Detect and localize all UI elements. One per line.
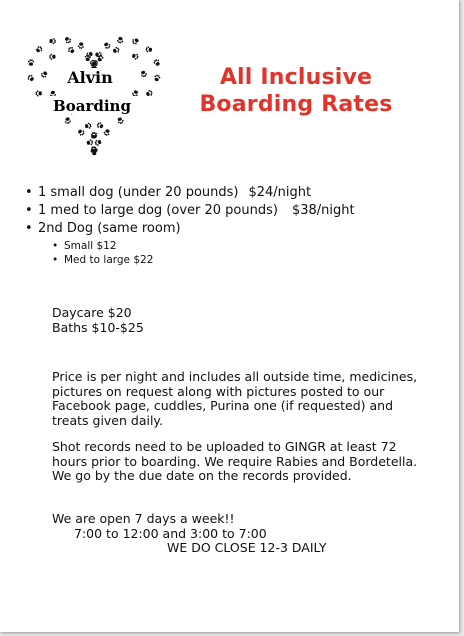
title-line1: All Inclusive: [219, 65, 373, 90]
extra-daycare: Daycare $20: [52, 305, 132, 320]
alvin-boarding-logo: [24, 28, 164, 160]
rate-item-large-dog: • 1 med to large dog (over 20 pounds) $38/night: [22, 202, 442, 220]
logo-name-line2: Boarding: [53, 97, 131, 115]
paw-print-icon: [116, 116, 124, 124]
paw-print-icon: [153, 74, 161, 82]
paw-print-icon: [49, 54, 56, 60]
paw-print-icon: [85, 50, 94, 59]
sub-rate-large: • Med to large $22: [52, 253, 442, 267]
rate-item-small-dog: • 1 small dog (under 20 pounds) $24/night: [22, 184, 442, 202]
paw-print-icon: [64, 117, 71, 124]
paw-print-icon: [140, 70, 148, 78]
hours-times: 7:00 to 12:00 and 3:00 to 7:00: [74, 525, 267, 541]
paw-print-icon: [153, 58, 162, 67]
paw-print-icon: [49, 38, 56, 45]
paw-print-icon: [35, 90, 42, 96]
rate-list: [22, 184, 442, 267]
paw-print-icon: [86, 139, 93, 146]
paw-print-icon: [131, 52, 139, 60]
paw-print-icon: [63, 36, 72, 45]
extras-block: [52, 306, 432, 335]
paw-print-heart-icon: [24, 28, 164, 160]
logo-name-line1: Alvin: [67, 68, 113, 87]
shot-records-note: Shot records need to be uploaded to GINGR at least 72 hours prior to boarding. We require Rabies and Bordetella. We go by the due date on the records provided.: [52, 439, 418, 483]
paw-print-icon: [77, 42, 84, 49]
paw-print-icon: [40, 70, 49, 79]
paw-print-icon: [117, 37, 124, 44]
paw-print-icon: [67, 46, 76, 55]
paw-print-icon: [28, 59, 34, 65]
paw-print-icon: [145, 46, 153, 53]
paw-print-icon: [35, 45, 44, 54]
paw-print-icon: [94, 139, 102, 147]
paw-print-icon: [77, 128, 86, 137]
hours-block: [52, 512, 432, 556]
second-dog-sublist: [38, 239, 442, 267]
paw-print-icon: [96, 121, 105, 129]
sub-rate-small: • Small $12: [52, 239, 442, 253]
page-title: [196, 64, 396, 118]
paw-print-icon: [84, 122, 91, 129]
paw-print-icon: [103, 41, 112, 50]
hours-closed: WE DO CLOSE 12-3 DAILY: [167, 540, 327, 555]
hours-open: We are open 7 days a week!!: [52, 511, 235, 526]
paw-print-icon: [112, 46, 120, 54]
rate-item-second-dog: • 2nd Dog (same room) • Small $12 • Med to large $22: [22, 220, 442, 267]
title-line2: Boarding Rates: [199, 92, 393, 117]
extra-baths: Baths $10-$25: [52, 319, 144, 335]
paw-print-icon: [131, 37, 140, 46]
paw-print-icon: [26, 74, 35, 83]
paw-print-icon: [103, 128, 111, 136]
paw-print-icon: [145, 89, 153, 97]
price-note: Price is per night and includes all outside time, medicines, pictures on request along with pictures posted to our Facebook page, cuddles, Purina one (if requested) and treats given daily.: [52, 369, 418, 428]
